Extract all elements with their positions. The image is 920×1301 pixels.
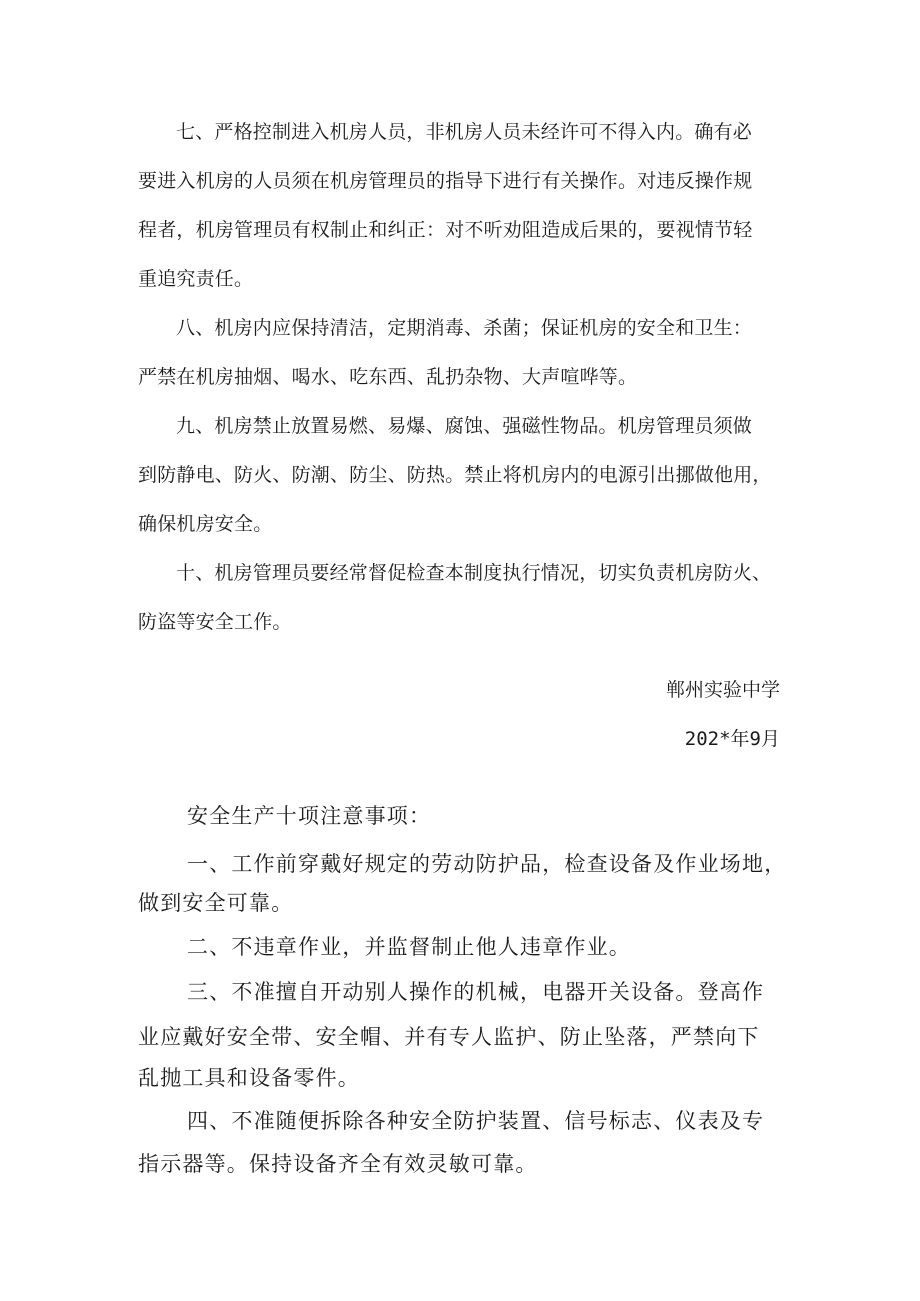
note-1-line-2: 做到安全可靠。 bbox=[138, 891, 294, 915]
rule-7-line-1: 七、严格控制进入机房人员，非机房人员未经许可不得入内。确有必 bbox=[176, 121, 753, 143]
rule-7-line-2: 要进入机房的人员须在机房管理员的指导下进行有关操作。对违反操作规 bbox=[138, 170, 753, 192]
note-3-line-1: 三、不准擅自开动别人操作的机械，电器开关设备。登高作 bbox=[187, 980, 765, 1004]
rule-7-line-4: 重追究责任。 bbox=[138, 268, 254, 290]
note-1-line-1: 一、工作前穿戴好规定的劳动防护品，检查设备及作业场地， bbox=[187, 852, 787, 876]
rule-10-line-2: 防盗等安全工作。 bbox=[138, 611, 292, 633]
rule-9-line-1: 九、机房禁止放置易燃、易爆、腐蚀、强磁性物品。机房管理员须做 bbox=[176, 415, 753, 437]
note-3-line-3: 乱抛工具和设备零件。 bbox=[138, 1066, 360, 1090]
note-4-line-1: 四、不准随便拆除各种安全防护装置、信号标志、仪表及专 bbox=[187, 1109, 765, 1133]
note-4-line-2: 指示器等。保持设备齐全有效灵敏可靠。 bbox=[138, 1152, 538, 1176]
signature-school: 郸州实验中学 bbox=[665, 679, 780, 701]
rule-9-line-3: 确保机房安全。 bbox=[138, 513, 273, 535]
rule-8-line-1: 八、机房内应保持清洁，定期消毒、杀菌；保证机房的安全和卫生： bbox=[176, 317, 753, 339]
rule-10-line-1: 十、机房管理员要经常督促检查本制度执行情况，切实负责机房防火、 bbox=[176, 562, 772, 584]
note-3-line-2: 业应戴好安全带、安全帽、并有专人监护、防止坠落，严禁向下 bbox=[138, 1025, 760, 1049]
rule-7-line-3: 程者，机房管理员有权制止和纠正：对不听劝阻造成后果的，要视情节轻 bbox=[138, 219, 753, 241]
section-title: 安全生产十项注意事项： bbox=[187, 804, 432, 828]
signature-date: 202*年9月 bbox=[684, 728, 780, 750]
rule-9-line-2: 到防静电、防火、防潮、防尘、防热。禁止将机房内的电源引出挪做他用， bbox=[138, 464, 772, 486]
rule-8-line-2: 严禁在机房抽烟、喝水、吃东西、乱扔杂物、大声喧哗等。 bbox=[138, 366, 638, 388]
note-2-line-1: 二、不违章作业，并监督制止他人违章作业。 bbox=[187, 935, 631, 959]
